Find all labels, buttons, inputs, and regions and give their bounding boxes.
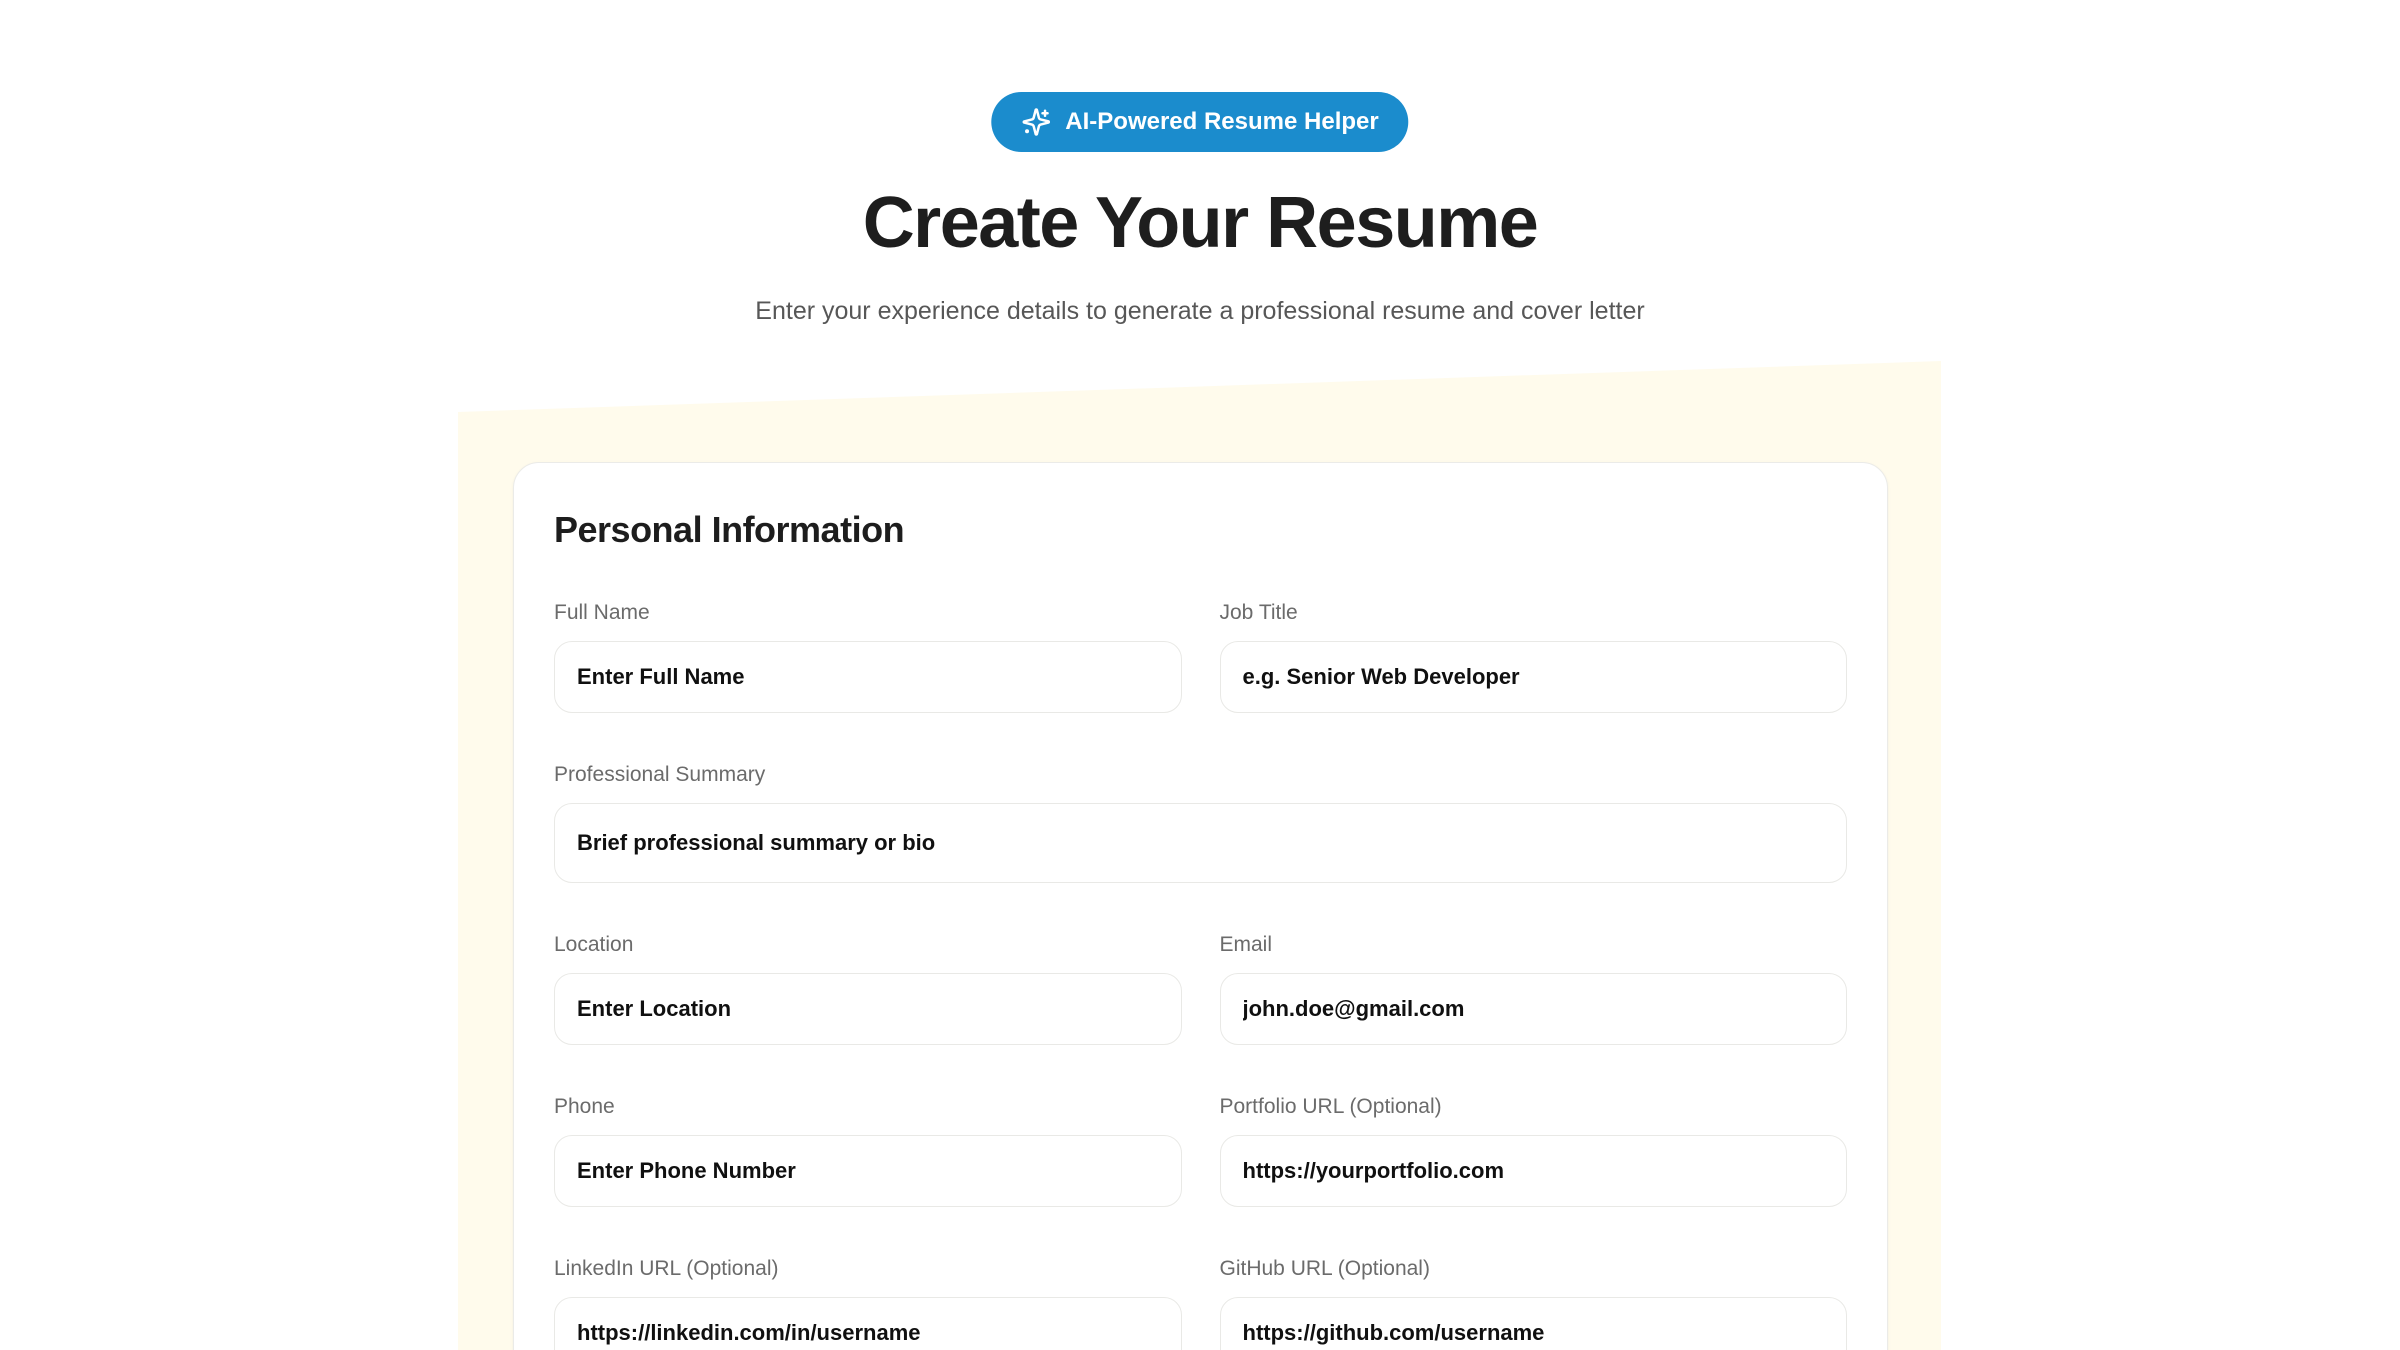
- badge-label: AI-Powered Resume Helper: [1065, 108, 1379, 135]
- portfolio-url-field: [1220, 1093, 1848, 1207]
- portfolio-url-label: Portfolio URL (Optional): [1219, 1095, 1442, 1118]
- github-url-input[interactable]: [1220, 1297, 1848, 1350]
- portfolio-url-input[interactable]: [1220, 1135, 1848, 1207]
- personal-info-card: [513, 462, 1888, 1350]
- page-subtitle: Enter your experience details to generate a professional resume and cover letter: [755, 297, 1645, 325]
- personal-info-form: [554, 599, 1847, 1350]
- ai-powered-badge: [991, 92, 1408, 152]
- github-url-label: GitHub URL (Optional): [1219, 1257, 1430, 1280]
- personal-info-heading: Personal Information: [554, 509, 905, 550]
- email-field: [1220, 931, 1848, 1045]
- linkedin-url-field: [554, 1255, 1182, 1350]
- job-title-label: Job Title: [1219, 601, 1298, 624]
- location-field: [554, 931, 1182, 1045]
- phone-input[interactable]: [554, 1135, 1182, 1207]
- linkedin-url-input[interactable]: [554, 1297, 1182, 1350]
- full-name-field: [554, 599, 1182, 713]
- professional-summary-textarea[interactable]: [554, 803, 1847, 883]
- github-url-field: [1220, 1255, 1848, 1350]
- linkedin-url-label: LinkedIn URL (Optional): [554, 1257, 779, 1280]
- phone-label: Phone: [554, 1095, 615, 1118]
- professional-summary-label: Professional Summary: [554, 763, 766, 786]
- phone-field: [554, 1093, 1182, 1207]
- professional-summary-field: [554, 761, 1847, 883]
- location-input[interactable]: [554, 973, 1182, 1045]
- location-label: Location: [554, 933, 634, 956]
- job-title-field: [1220, 599, 1848, 713]
- page-title: Create Your Resume: [862, 183, 1538, 263]
- email-label: Email: [1219, 933, 1273, 956]
- job-title-input[interactable]: [1220, 641, 1848, 713]
- full-name-label: Full Name: [554, 601, 650, 624]
- sparkles-icon: [1021, 107, 1051, 137]
- email-input[interactable]: [1220, 973, 1848, 1045]
- full-name-input[interactable]: [554, 641, 1182, 713]
